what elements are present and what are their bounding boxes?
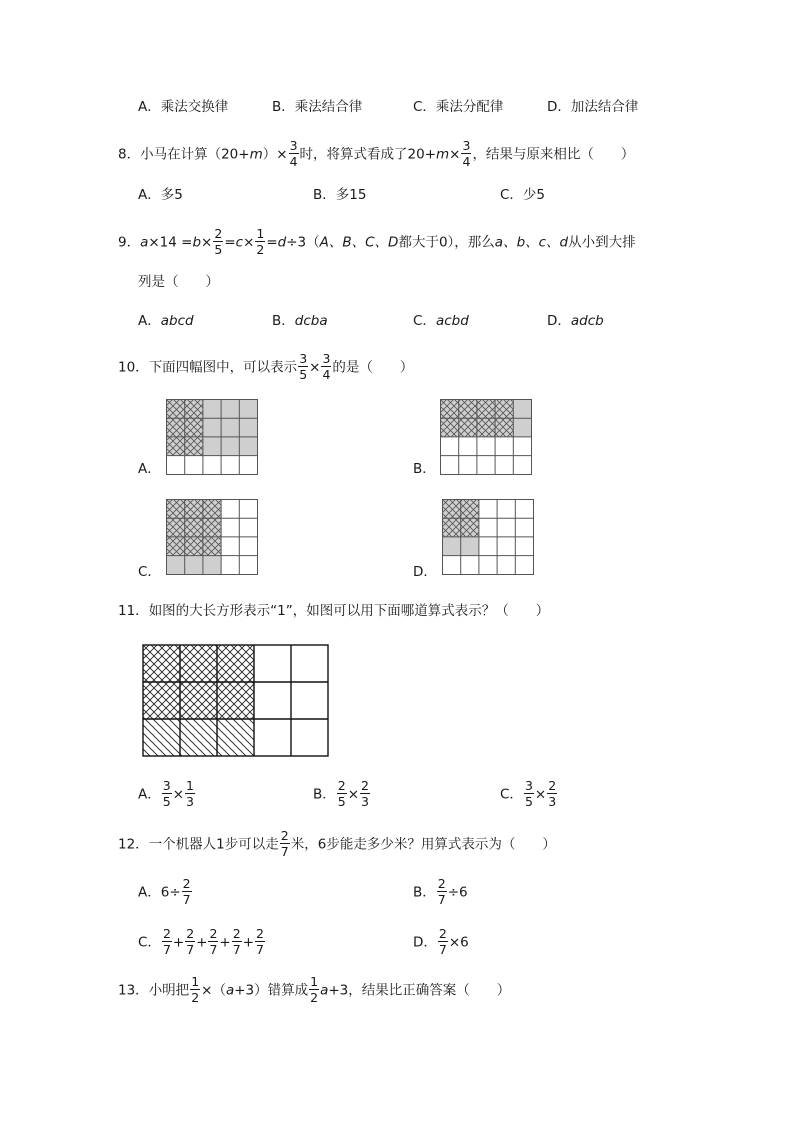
q12-option-c[interactable]: C． $\frac{2}{7}$ + $\frac{2}{7}$ + $\frac{2}{7}$ + $\frac{2}{7}$ + $\frac{2}{7}$: [138, 926, 264, 957]
q12-option-b[interactable]: B． $\frac{2}{7}$ ÷6: [413, 876, 468, 907]
q10-label-c[interactable]: C．: [138, 564, 161, 580]
q12-option-d[interactable]: D． $\frac{2}{7}$ ×6: [413, 926, 469, 957]
q10-figure-b[interactable]: [440, 399, 532, 475]
q9-option-c[interactable]: C．acbd: [413, 313, 469, 329]
q11-stem: 11．如图的大长方形表示“1”，如图可以用下面哪道算式表示？（ ）: [118, 603, 550, 619]
q13-fraction-1: $\frac{1}{2}$: [191, 974, 200, 1005]
q8-option-c[interactable]: C．少5: [500, 187, 546, 203]
q10-label-a[interactable]: A．: [138, 461, 161, 477]
q10-label-d[interactable]: D．: [413, 564, 437, 580]
q7-option-b[interactable]: B．乘法结合律: [272, 99, 363, 115]
q9-fraction-1: $\frac{2}{5}$: [214, 226, 223, 257]
q12-stem: 12．一个机器人1步可以走 $\frac{2}{7}$ 米，6步能走多少米？用算式表示为（ ）: [118, 828, 556, 859]
q7-option-d[interactable]: D．加法结合律: [547, 99, 639, 115]
q11-option-b[interactable]: B． $\frac{2}{5}$ × $\frac{2}{3}$: [313, 778, 369, 809]
q7-option-c[interactable]: C．乘法分配律: [413, 99, 504, 115]
q11-figure: [142, 644, 330, 758]
q9-option-a[interactable]: A．abcd: [138, 313, 194, 329]
q13-fraction-2: $\frac{1}{2}$: [310, 974, 319, 1005]
q9-option-b[interactable]: B．dcba: [272, 313, 328, 329]
q12-option-a[interactable]: A．6÷ $\frac{2}{7}$: [138, 876, 191, 907]
q9-stem-line2: 列是（ ）: [138, 274, 219, 290]
q7-option-a[interactable]: A．乘法交换律: [138, 99, 229, 115]
q9-stem: 9．a×14 =b× $\frac{2}{5}$ =c× $\frac{1}{2}$ =d÷3（A、B、C、D都大于0），那么a、b、c、d从小到大排: [118, 226, 636, 257]
q10-figure-a[interactable]: [166, 399, 258, 475]
q8-stem: 8．小马在计算（20+m）× $\frac{3}{4}$ 时，将算式看成了20+m× $\frac{3}{4}$ ，结果与原来相比（ ）: [118, 138, 635, 169]
q11-option-a[interactable]: A． $\frac{3}{5}$ × $\frac{1}{3}$: [138, 778, 194, 809]
q10-fraction-1: $\frac{3}{5}$: [299, 351, 308, 382]
q10-stem: 10．下面四幅图中，可以表示 $\frac{3}{5}$ × $\frac{3}{4}$ 的是（ ）: [118, 351, 414, 382]
q8-fraction-2: $\frac{3}{4}$: [462, 138, 471, 169]
q13-number: 13．: [118, 982, 149, 999]
q8-option-b[interactable]: B．多15: [313, 187, 367, 203]
q8-option-a[interactable]: A．多5: [138, 187, 183, 203]
q8-fraction-1: $\frac{3}{4}$: [289, 138, 298, 169]
q9-fraction-2: $\frac{1}{2}$: [256, 226, 265, 257]
q10-figure-c[interactable]: [166, 499, 258, 575]
q10-fraction-2: $\frac{3}{4}$: [322, 351, 331, 382]
q9-option-d[interactable]: D．adcb: [547, 313, 604, 329]
q12-fraction: $\frac{2}{7}$: [280, 828, 289, 859]
q12-number: 12．: [118, 836, 149, 853]
q8-number: 8．: [118, 146, 141, 163]
q10-label-b[interactable]: B．: [413, 461, 436, 477]
q10-number: 10．: [118, 359, 149, 376]
q11-option-c[interactable]: C． $\frac{3}{5}$ × $\frac{2}{3}$: [500, 778, 557, 809]
q13-stem: 13．小明把 $\frac{1}{2}$ ×（a+3）错算成 $\frac{1}{2}$ a+3，结果比正确答案（ ）: [118, 974, 511, 1005]
q11-number: 11．: [118, 603, 149, 619]
q10-figure-d[interactable]: [442, 499, 534, 575]
q9-number: 9．: [118, 234, 141, 251]
